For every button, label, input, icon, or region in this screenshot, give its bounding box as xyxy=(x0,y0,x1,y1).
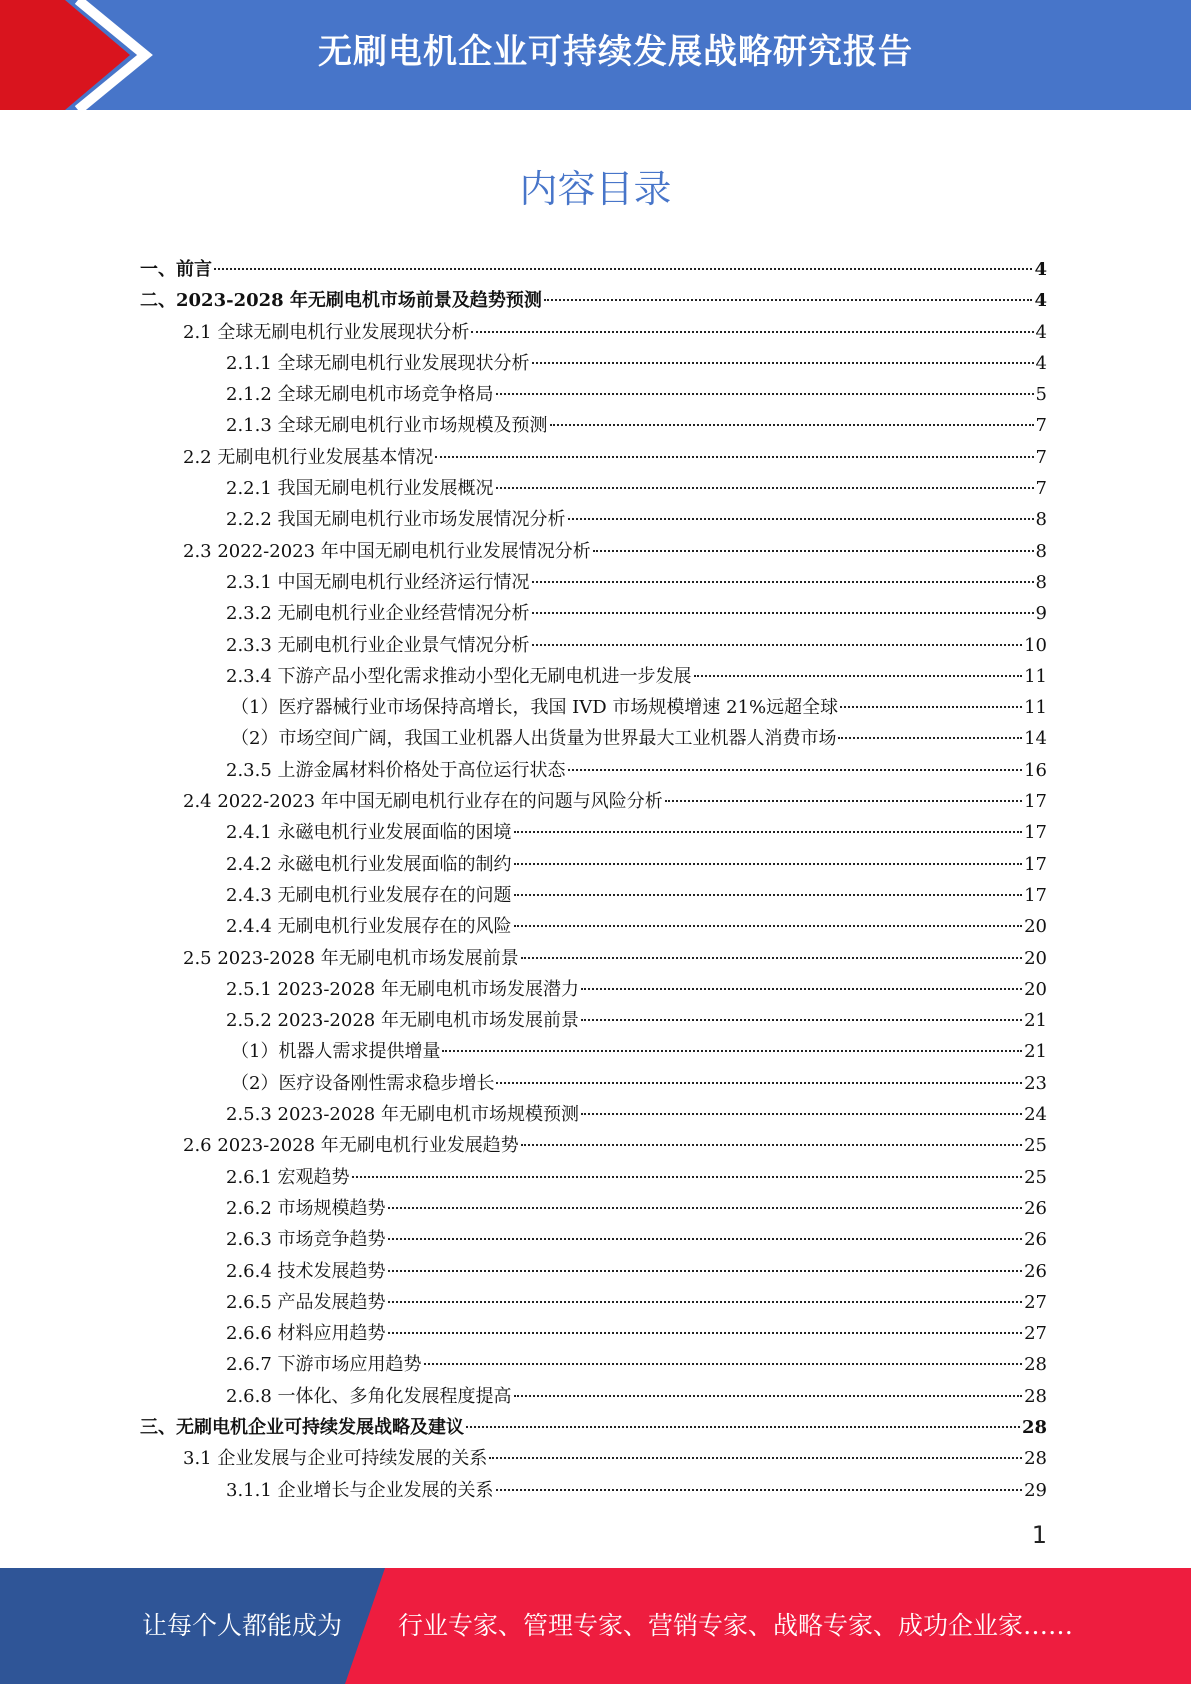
toc-entry[interactable] xyxy=(140,285,1047,316)
toc-dot-leader xyxy=(388,1238,1023,1240)
toc-entry-title: 2.5 2023-2028 年无刷电机市场发展前景 xyxy=(183,947,519,969)
toc-dot-leader xyxy=(581,988,1022,990)
toc-dot-leader xyxy=(838,737,1022,739)
toc-entry[interactable] xyxy=(140,849,1047,880)
toc-dot-leader xyxy=(665,800,1022,802)
toc-dot-leader xyxy=(489,1457,1022,1459)
toc-entry[interactable] xyxy=(140,1443,1047,1474)
toc-entry[interactable] xyxy=(140,1318,1047,1349)
toc-entry-title: 2.2 无刷电机行业发展基本情况 xyxy=(183,446,434,468)
toc-entry[interactable] xyxy=(140,1068,1047,1099)
toc-entry-page: 24 xyxy=(1024,1104,1047,1126)
toc-entry[interactable] xyxy=(140,1162,1047,1193)
toc-heading: 内容目录 xyxy=(519,167,672,211)
report-title: 无刷电机企业可持续发展战略研究报告 xyxy=(318,32,913,72)
toc-entry-title: 2.4.1 永磁电机行业发展面临的困境 xyxy=(226,822,512,844)
toc-entry-title: （2）市场空间广阔，我国工业机器人出货量为世界最大工业机器人消费市场 xyxy=(231,728,837,750)
toc-dot-leader xyxy=(352,1176,1023,1178)
toc-entry[interactable] xyxy=(140,880,1047,911)
toc-entry-title: 2.1.1 全球无刷电机行业发展现状分析 xyxy=(226,352,530,374)
toc-dot-leader xyxy=(532,581,1034,583)
toc-entry-page: 28 xyxy=(1024,1448,1047,1470)
toc-entry-title: 2.6.6 材料应用趋势 xyxy=(226,1323,386,1345)
toc-entry[interactable] xyxy=(140,817,1047,848)
footer-banner xyxy=(0,1568,1191,1684)
toc-entry[interactable] xyxy=(140,410,1047,441)
toc-entry-page: 27 xyxy=(1024,1323,1047,1345)
toc-dot-leader xyxy=(514,894,1023,896)
toc-entry-page: 11 xyxy=(1024,665,1047,687)
toc-entry[interactable] xyxy=(140,1287,1047,1318)
toc-entry[interactable] xyxy=(140,943,1047,974)
toc-entry-title: 2.3 2022-2023 年中国无刷电机行业发展情况分析 xyxy=(183,540,591,562)
toc-dot-leader xyxy=(435,456,1033,458)
toc-entry-title: 2.1.2 全球无刷电机市场竞争格局 xyxy=(226,384,494,406)
header-banner xyxy=(0,0,1191,110)
toc-entry[interactable] xyxy=(140,317,1047,348)
toc-entry-page: 4 xyxy=(1035,321,1047,343)
toc-entry-title: 2.2.1 我国无刷电机行业发展概况 xyxy=(226,478,494,500)
toc-dot-leader xyxy=(581,1019,1022,1021)
toc-entry[interactable] xyxy=(140,536,1047,567)
toc-entry-page: 17 xyxy=(1024,791,1047,813)
toc-dot-leader xyxy=(388,1270,1023,1272)
toc-entry[interactable] xyxy=(140,1412,1047,1443)
toc-entry-title: 2.6.1 宏观趋势 xyxy=(226,1166,350,1188)
toc-entry-title: 2.3.4 下游产品小型化需求推动小型化无刷电机进一步发展 xyxy=(226,665,692,687)
toc-entry[interactable] xyxy=(140,974,1047,1005)
toc-entry-title: （1）机器人需求提供增量 xyxy=(231,1041,441,1063)
toc-entry[interactable] xyxy=(140,1224,1047,1255)
toc-entry-page: 21 xyxy=(1024,1010,1047,1032)
toc-entry-title: 2.6.2 市场规模趋势 xyxy=(226,1197,386,1219)
toc-entry-page: 17 xyxy=(1024,822,1047,844)
toc-entry-page: 28 xyxy=(1021,1416,1047,1438)
toc-dot-leader xyxy=(514,1395,1023,1397)
toc-dot-leader xyxy=(442,1050,1022,1052)
toc-entry[interactable] xyxy=(140,786,1047,817)
toc-entry-title: 一、前言 xyxy=(140,259,212,280)
toc-entry-title: 2.6.4 技术发展趋势 xyxy=(226,1260,386,1282)
toc-entry[interactable] xyxy=(140,692,1047,723)
toc-entry-page: 4 xyxy=(1035,352,1047,374)
toc-entry-page: 11 xyxy=(1024,697,1047,719)
toc-dot-leader xyxy=(532,644,1023,646)
toc-dot-leader xyxy=(593,550,1034,552)
toc-entry-page: 4 xyxy=(1034,290,1047,312)
toc-dot-leader xyxy=(514,925,1023,927)
toc-entry-title: 2.6.7 下游市场应用趋势 xyxy=(226,1354,422,1376)
footer-slogan-left: 让每个人都能成为 xyxy=(142,1611,343,1640)
toc-entry[interactable] xyxy=(140,1193,1047,1224)
page-number: 1 xyxy=(1031,1521,1047,1549)
toc-dot-leader xyxy=(550,424,1034,426)
toc-dot-leader xyxy=(568,518,1034,520)
toc-entry-title: 2.5.3 2023-2028 年无刷电机市场规模预测 xyxy=(226,1104,579,1126)
toc-entry-title: 2.6 2023-2028 年无刷电机行业发展趋势 xyxy=(183,1135,519,1157)
toc-entry-title: （1）医疗器械行业市场保持高增长，我国 IVD 市场规模增速 21%远超全球 xyxy=(231,697,839,719)
toc-entry[interactable] xyxy=(140,473,1047,504)
toc-dot-leader xyxy=(514,831,1023,833)
toc-dot-leader xyxy=(840,706,1022,708)
toc-entry-title: 2.5.2 2023-2028 年无刷电机市场发展前景 xyxy=(226,1010,579,1032)
toc-entry-page: 26 xyxy=(1024,1260,1047,1282)
toc-dot-leader xyxy=(532,612,1034,614)
toc-entry-title: 3.1.1 企业增长与企业发展的关系 xyxy=(226,1479,494,1501)
toc-dot-leader xyxy=(214,268,1032,270)
toc-dot-leader xyxy=(521,1144,1022,1146)
toc-entry[interactable] xyxy=(140,723,1047,754)
toc-entry-page: 14 xyxy=(1024,728,1047,750)
toc-entry[interactable] xyxy=(140,379,1047,410)
toc-entry-title: 2.6.3 市场竞争趋势 xyxy=(226,1229,386,1251)
toc-entry-title: 2.2.2 我国无刷电机行业市场发展情况分析 xyxy=(226,509,566,531)
toc-entry-title: 2.4.2 永磁电机行业发展面临的制约 xyxy=(226,853,512,875)
toc-dot-leader xyxy=(496,1489,1023,1491)
toc-entry-title: 2.5.1 2023-2028 年无刷电机市场发展潜力 xyxy=(226,978,579,1000)
toc-entry-page: 28 xyxy=(1024,1354,1047,1376)
toc-entry-title: 3.1 企业发展与企业可持续发展的关系 xyxy=(183,1448,488,1470)
toc-dot-leader xyxy=(496,487,1034,489)
toc-entry-page: 20 xyxy=(1024,947,1047,969)
toc-entry-page: 8 xyxy=(1035,540,1047,562)
toc-dot-leader xyxy=(514,863,1023,865)
toc-entry[interactable] xyxy=(140,254,1047,285)
toc-dot-leader xyxy=(544,299,1033,301)
toc-entry-title: 2.4.3 无刷电机行业发展存在的问题 xyxy=(226,884,512,906)
toc-entry-page: 21 xyxy=(1024,1041,1047,1063)
toc-entry-title: 三、无刷电机企业可持续发展战略及建议 xyxy=(140,1416,464,1438)
toc-entry[interactable] xyxy=(140,1381,1047,1412)
toc-entry-page: 20 xyxy=(1024,978,1047,1000)
toc-entry-title: 2.1.3 全球无刷电机行业市场规模及预测 xyxy=(226,415,548,437)
toc-entry-title: 2.4 2022-2023 年中国无刷电机行业存在的问题与风险分析 xyxy=(183,791,663,813)
toc-entry-page: 25 xyxy=(1024,1135,1047,1157)
footer-slogan-right: 行业专家、管理专家、营销专家、战略专家、成功企业家…… xyxy=(398,1611,1074,1640)
toc-dot-leader xyxy=(581,1113,1022,1115)
toc-entry-page: 8 xyxy=(1035,571,1047,593)
toc-entry-title: 2.3.5 上游金属材料价格处于高位运行状态 xyxy=(226,759,566,781)
toc-entry-page: 20 xyxy=(1024,916,1047,938)
toc-entry[interactable] xyxy=(140,911,1047,942)
toc-entry[interactable] xyxy=(140,567,1047,598)
toc-entry-page: 9 xyxy=(1035,603,1047,625)
toc-entry[interactable] xyxy=(140,1099,1047,1130)
toc-entry-page: 5 xyxy=(1035,384,1047,406)
toc-dot-leader xyxy=(521,957,1022,959)
toc-dot-leader xyxy=(694,675,1023,677)
toc-entry-page: 17 xyxy=(1024,853,1047,875)
toc-dot-leader xyxy=(388,1207,1023,1209)
toc-dot-leader xyxy=(424,1363,1023,1365)
toc-entry[interactable] xyxy=(140,442,1047,473)
toc-entry-page: 7 xyxy=(1035,478,1047,500)
toc-entry-title: 2.3.2 无刷电机行业企业经营情况分析 xyxy=(226,603,530,625)
toc-entry-title: 2.3.3 无刷电机行业企业景气情况分析 xyxy=(226,634,530,656)
toc-entry-page: 23 xyxy=(1024,1072,1047,1094)
toc-entry[interactable] xyxy=(140,661,1047,692)
toc-entry-page: 17 xyxy=(1024,884,1047,906)
toc-dot-leader xyxy=(466,1426,1020,1428)
toc-entry[interactable] xyxy=(140,1349,1047,1380)
toc-entry-title: 2.6.8 一体化、多角化发展程度提高 xyxy=(226,1385,512,1407)
toc-entry-title: 2.1 全球无刷电机行业发展现状分析 xyxy=(183,321,470,343)
toc-entry-title: 2.4.4 无刷电机行业发展存在的风险 xyxy=(226,916,512,938)
toc-dot-leader xyxy=(471,331,1033,333)
toc-entry-page: 26 xyxy=(1024,1229,1047,1251)
toc-entry-page: 7 xyxy=(1035,446,1047,468)
toc-entry-page: 8 xyxy=(1035,509,1047,531)
toc-entry-page: 10 xyxy=(1024,634,1047,656)
toc-entry-page: 25 xyxy=(1024,1166,1047,1188)
toc-entry[interactable] xyxy=(140,1130,1047,1161)
toc-entry[interactable] xyxy=(140,1005,1047,1036)
toc-entry[interactable] xyxy=(140,598,1047,629)
toc-dot-leader xyxy=(496,1082,1022,1084)
toc-dot-leader xyxy=(568,769,1023,771)
toc-dot-leader xyxy=(496,393,1034,395)
toc-dot-leader xyxy=(388,1332,1023,1334)
toc-entry-page: 27 xyxy=(1024,1291,1047,1313)
toc-entry-page: 16 xyxy=(1024,759,1047,781)
toc-entry-title: 二、2023-2028 年无刷电机市场前景及趋势预测 xyxy=(140,290,542,312)
toc-entry-page: 28 xyxy=(1024,1385,1047,1407)
toc-entry[interactable] xyxy=(140,504,1047,535)
toc-entry[interactable] xyxy=(140,1475,1047,1506)
toc-entry[interactable] xyxy=(140,348,1047,379)
toc-list xyxy=(140,254,1047,1506)
toc-entry-page: 4 xyxy=(1034,259,1047,280)
toc-entry[interactable] xyxy=(140,755,1047,786)
toc-dot-leader xyxy=(532,362,1034,364)
toc-entry-page: 7 xyxy=(1035,415,1047,437)
toc-entry-title: 2.6.5 产品发展趋势 xyxy=(226,1291,386,1313)
toc-entry[interactable] xyxy=(140,1036,1047,1067)
toc-entry[interactable] xyxy=(140,1256,1047,1287)
toc-entry-page: 29 xyxy=(1024,1479,1047,1501)
toc-entry-page: 26 xyxy=(1024,1197,1047,1219)
toc-entry-title: （2）医疗设备刚性需求稳步增长 xyxy=(231,1072,495,1094)
toc-entry[interactable] xyxy=(140,630,1047,661)
toc-dot-leader xyxy=(388,1301,1023,1303)
chevron-arrow-icon xyxy=(0,0,160,110)
toc-entry-title: 2.3.1 中国无刷电机行业经济运行情况 xyxy=(226,571,530,593)
